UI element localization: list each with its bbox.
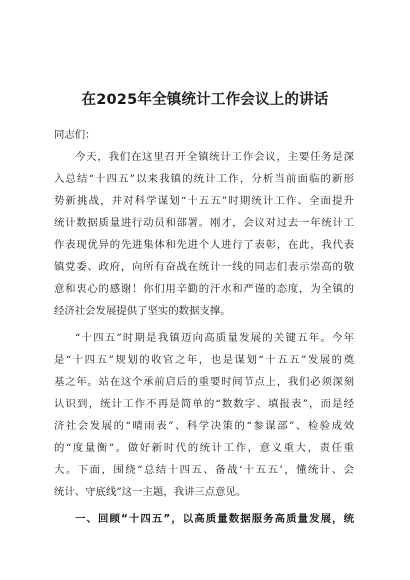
paragraph-line: 的“度量衡”。做好新时代的统计工作，意义重大，责任重 — [54, 442, 354, 454]
paragraph-line: 认识到，统计工作不再是简单的“数数字、填报表”，而是经 — [54, 398, 354, 410]
paragraph-line: 意和衷心的感谢！你们用辛勤的汗水和严谨的态度，为全镇的 — [54, 283, 354, 295]
paragraph-line: 基之年。站在这个承前启后的重要时间节点上，我们必须深刻 — [54, 376, 354, 388]
paragraph-line: 作表现优异的先进集体和先进个人进行了表彰，在此，我代表 — [54, 239, 354, 251]
paragraph-last-line: 经济社会发展提供了坚实的数据支撑。 — [54, 305, 231, 317]
paragraph-line: 统计数据质量进行动员和部署。刚才，会议对过去一年统计工 — [54, 217, 354, 229]
salutation: 同志们： — [54, 129, 96, 141]
paragraph-line: 势新挑战，并对科学谋划“十五五”时期统计工作、全面提升 — [54, 195, 354, 207]
paragraph-line: 济社会发展的“晴雨表”、科学决策的“参谋部”、检验成效 — [54, 420, 354, 432]
section-heading: 一、回顾“十四五”，以高质量数据服务高质量发展，统 — [75, 513, 354, 525]
paragraph-line: 大。下面，围绕“总结十四五、备战‘十五五’，懂统计、会 — [54, 464, 354, 476]
paragraph-line: 是“十四五”规划的收官之年，也是谋划“十五五”发展的奠 — [54, 354, 354, 366]
paragraph-line: 镇党委、政府，向所有奋战在统计一线的同志们表示崇高的敬 — [54, 261, 354, 273]
document-body — [54, 124, 354, 530]
paragraph-last-line: 统计、守底线”这一主题，我讲三点意见。 — [54, 486, 247, 498]
paragraph-first-line: “十四五”时期是我镇迈向高质量发展的关键五年。今年 — [75, 332, 354, 344]
paragraph-line: 入总结“十四五”以来我镇的统计工作，分析当前面临的新形 — [54, 173, 354, 185]
paragraph-first-line: 今天，我们在这里召开全镇统计工作会议，主要任务是深 — [75, 151, 354, 163]
document-title: 在2025年全镇统计工作会议上的讲话 — [81, 92, 329, 108]
